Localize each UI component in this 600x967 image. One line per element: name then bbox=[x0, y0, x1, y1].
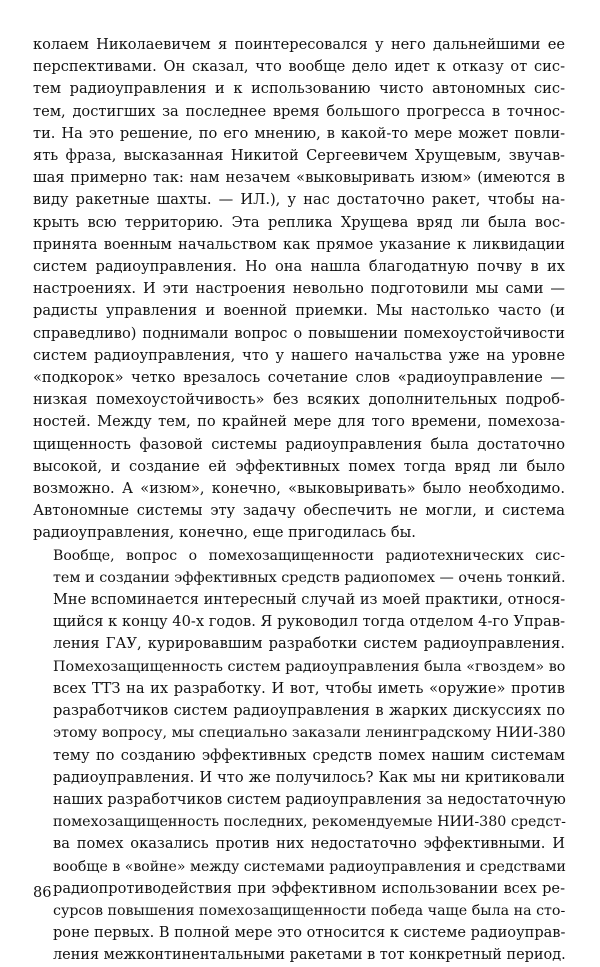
text-line: щийся к концу 40-х годов. Я руководил тогда отделом 4-го Управ- bbox=[53, 613, 565, 631]
text-line: принята военным начальством как прямое указание к ликвидации bbox=[33, 235, 565, 253]
text-line: колаем Николаевичем я поинтересовался у него дальнейшими ее bbox=[33, 36, 565, 53]
text-line: этому вопросу, мы специально заказали ленинградскому НИИ-380 bbox=[53, 725, 566, 742]
text-line: радиоуправления, конечно, еще пригодилась бы. bbox=[33, 524, 416, 542]
text-line: ностей. Между тем, по крайней мере для того времени, помехоза- bbox=[33, 413, 565, 431]
text-line: «подкорок» четко врезалось сочетание слов «радиоуправление — bbox=[33, 369, 565, 387]
text-line: высокой, и создание ей эффективных помех тогда вряд ли было bbox=[33, 457, 565, 475]
text-line: справедливо) поднимали вопрос о повышении помехоустойчивости bbox=[33, 324, 565, 342]
text-line: вообще в «войне» между системами радиоуправления и средствами bbox=[53, 858, 566, 875]
text-line: возможно. А «изюм», конечно, «выковыривать» было необходимо. bbox=[33, 480, 565, 498]
text-line: Помехозащищенность систем радиоуправления была «гвоздем» во bbox=[53, 658, 566, 675]
text-line: Вообще, вопрос о помехозащищенности радиотехнических сис- bbox=[53, 547, 565, 564]
text-line: всех ТТЗ на их разработку. И вот, чтобы иметь «оружие» против bbox=[53, 679, 565, 697]
text-line: щищенность фазовой системы радиоуправления была достаточно bbox=[33, 435, 565, 453]
text-line: настроениях. И эти настроения невольно подготовили мы сами — bbox=[33, 280, 565, 298]
text-line: помехозащищенность последних, рекомендуемые НИИ-380 средст- bbox=[53, 814, 566, 831]
text-line: ления ГАУ, курировавшим разработки систем радиоуправления. bbox=[53, 635, 565, 653]
paragraph-2 bbox=[33, 545, 565, 967]
text-line: сурсов повышения помехозащищенности победа чаще была на сто- bbox=[53, 902, 566, 919]
text-line: систем радиоуправления. Но она нашла благодатную почву в их bbox=[33, 258, 565, 276]
text-line: Мне вспоминается интересный случай из моей практики, относя- bbox=[53, 591, 566, 609]
page-body bbox=[33, 34, 565, 967]
text-line: роне первых. В полной мере это относится к системе радиоуправ- bbox=[53, 924, 566, 942]
text-line: тем и создании эффективных средств радиопомех — очень тонкий. bbox=[53, 569, 566, 586]
paragraph-1 bbox=[33, 34, 565, 545]
text-line: перспективами. Он сказал, что вообще дело идет к отказу от сис- bbox=[33, 58, 565, 76]
text-line: тем радиоуправления и к использованию чисто автономных сис- bbox=[33, 80, 565, 98]
text-line: наших разработчиков систем радиоуправления за недостаточную bbox=[53, 790, 566, 808]
text-line: радисты управления и военной приемки. Мы настолько часто (и bbox=[33, 302, 565, 320]
text-line: ления межконтинентальными ракетами в тот конкретный период. bbox=[53, 947, 566, 964]
text-line: систем радиоуправления, что у нашего начальства уже на уровне bbox=[33, 346, 565, 364]
page-number: 86 bbox=[33, 884, 52, 901]
text-line: радиоуправления. И что же получилось? Как мы ни критиковали bbox=[53, 768, 565, 786]
text-line: Автономные системы эту задачу обеспечить не могли, и система bbox=[33, 502, 565, 520]
text-line: ять фраза, высказанная Никитой Сергеевичем Хрущевым, звучав- bbox=[33, 147, 565, 165]
text-line: низкая помехоустойчивость» без всяких дополнительных подроб- bbox=[33, 391, 565, 409]
text-line: крыть всю территорию. Эта реплика Хрущева вряд ли была вос- bbox=[33, 213, 565, 231]
text-line: ва помех оказались против них недостаточно эффективными. И bbox=[53, 835, 565, 853]
text-line: шая примерно так: нам незачем «выковыривать изюм» (имеются в bbox=[33, 169, 565, 187]
text-line: ти. На это решение, по его мнению, в какой-то мере может повли- bbox=[33, 124, 565, 142]
text-line: виду ракетные шахты. — ИЛ.), у нас достаточно ракет, чтобы на- bbox=[33, 191, 565, 209]
text-line: тем, достигших за последнее время большого прогресса в точнос- bbox=[33, 102, 565, 120]
text-line: радиопротиводействия при эффективном использовании всех ре- bbox=[53, 879, 565, 897]
text-line: разработчиков систем радиоуправления в жарких дискуссиях по bbox=[53, 702, 565, 720]
text-line: тему по созданию эффективных средств помех нашим системам bbox=[53, 746, 565, 764]
